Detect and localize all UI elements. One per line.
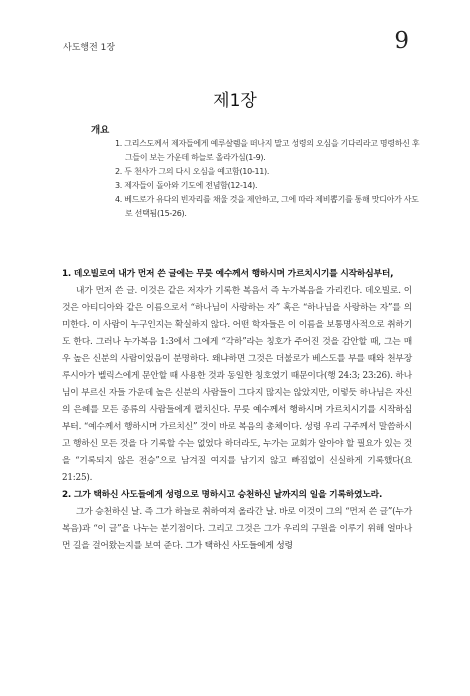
outline-heading: 개요 bbox=[91, 125, 110, 136]
commentary-text: “예수께서 행하시며 가르치신” 것이 바로 복음의 총체이다. 성령 우리 구주께서 말씀하시고 행하신 모든 것을 다 기록할 수는 없었다 하더라도, 누가는 교회가 알아야 할 필요가 있는 것을 “기록되지 않은 전승”으로 남겨질 여지를 남기지 않고 빠짐없이 신실하게 기록했다(요 21:25). bbox=[62, 422, 412, 483]
commentary-text: 그가 승천하신 날. 즉 그가 하늘로 취하여져 올라간 날. 바로 이것이 그의 “먼저 쓴 글”(누가복음)과 “이 글”을 나누는 분기점이다. 그리고 그것은 그가 우리의 구원을 이루기 위해 얼마나 먼 길을 걸어왔는지를 보여 준다. bbox=[62, 507, 412, 551]
commentary-paragraph bbox=[62, 283, 412, 487]
commentary-emphasis: 무릇 예수께서 행하시며 가르치시기를 시작하심부터. bbox=[62, 405, 412, 432]
chapter-title: 제1장 bbox=[213, 91, 257, 111]
commentary-text: 내가 먼저 쓴 글. 이것은 같은 저자가 기록한 복음서 즉 누가복음을 가리킨다. 데오빌로. 이것은 아티디아와 같은 이름으로서 “하나님이 사랑하는 자” 혹은 “하나님을 사랑하는 자”를 의미한다. 이 사람이 누구인지는 확실하지 않다. 어떤 학자들은 이 이름을 보통명사적으로 취하기도 한다. 그러나 누가복음 1:3에서 그에게 “각하”라는 칭호가 주어진 것을 감안할 때, 그는 매우 높은 신분의 사람이었음이 분명하다. 왜냐하면 그것은 더불로가 베스도를 부를 때와 천부장 루시아가 벨릭스에게 문안할 때 사용한 것과 동일한 칭호였기 때문이다(행 24:3; 23:26). 하나님이 부르신 자들 가운데 높은 신분의 사람들이 그다지 많지는 않았지만, 이렇듯 하나님은 자신의 은혜를 모든 종류의 사람들에게 펼치신다. bbox=[62, 286, 412, 415]
body-text bbox=[62, 266, 412, 555]
page-number: 9 bbox=[394, 28, 409, 54]
commentary-emphasis: 그가 택하신 사도들에게 성령 bbox=[185, 541, 293, 551]
verse-heading: 1. 데오빌로여 내가 먼저 쓴 글에는 무릇 예수께서 행하시며 가르치시기를 시작하심부터, bbox=[62, 269, 394, 279]
outline-item: 1. 그리스도께서 제자들에게 예루살렘을 떠나지 말고 성령의 오심을 기다리라고 명령하신 후 그들이 보는 가운데 하늘로 올라가심(1-9). bbox=[115, 139, 420, 162]
verse-heading: 2. 그가 택하신 사도들에게 성령으로 명하시고 승천하신 날까지의 일을 기록하였노라. bbox=[62, 490, 383, 500]
commentary-paragraph bbox=[62, 504, 412, 555]
running-title: 사도행전 1장 bbox=[63, 43, 116, 53]
outline-item: 4. 베드로가 유다의 빈자리를 채울 것을 제안하고, 그에 따라 제비뽑기를 통해 맛디아가 사도로 선택됨(15-26). bbox=[115, 195, 419, 218]
outline-item: 3. 제자들이 돌아와 기도에 전념함(12-14). bbox=[115, 181, 258, 190]
outline-item: 2. 두 천사가 그의 다시 오심을 예고함(10-11). bbox=[115, 167, 270, 176]
outline-list bbox=[115, 137, 420, 221]
